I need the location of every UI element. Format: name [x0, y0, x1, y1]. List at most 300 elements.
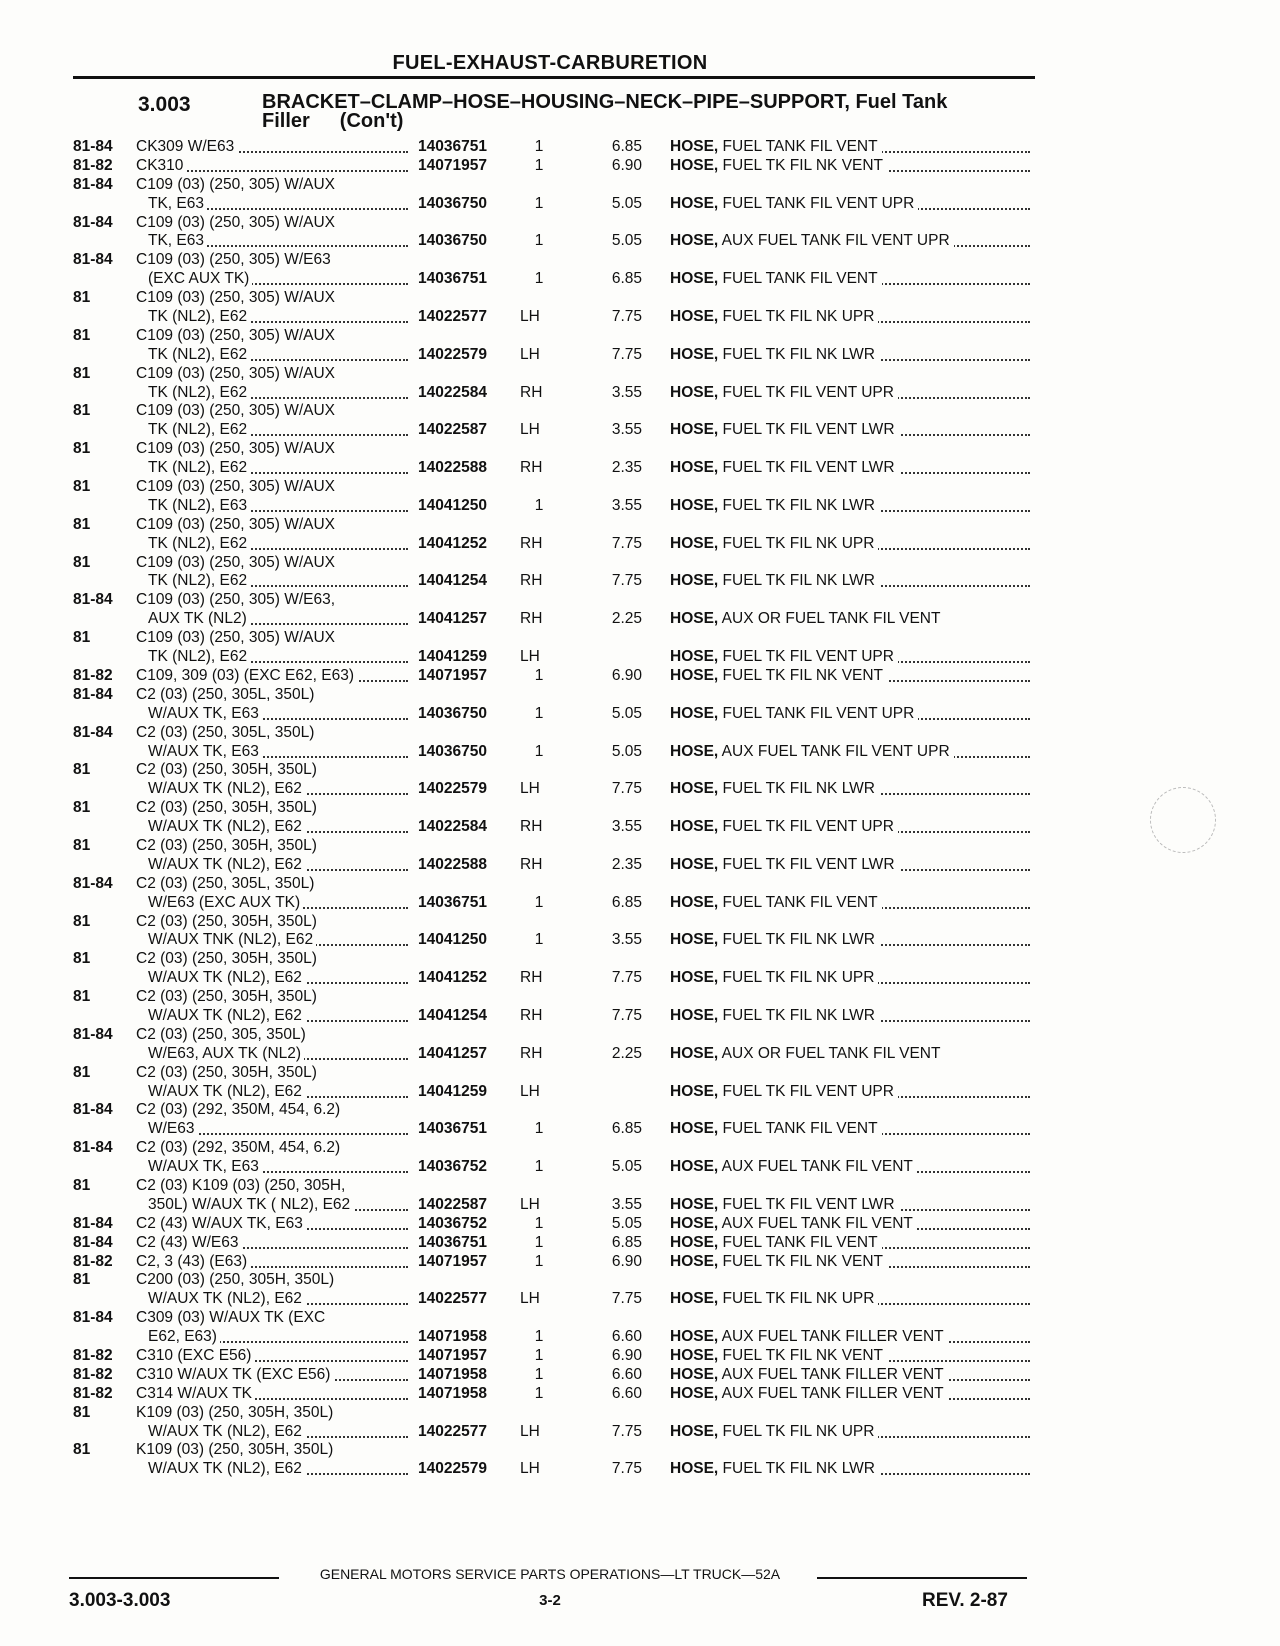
model-year: 81-84: [73, 251, 113, 269]
section-title: [262, 93, 1042, 131]
part-name-detail: FUEL TANK FIL VENT UPR: [718, 194, 915, 212]
table-row-line: [0, 308, 1280, 327]
application-text: W/AUX TK (NL2), E62: [148, 1083, 305, 1100]
model-year: 81: [73, 629, 91, 647]
table-row-line: [0, 214, 1280, 233]
table-row-line: [0, 384, 1280, 403]
application-description: [136, 327, 408, 346]
part-name-text: [670, 1366, 948, 1383]
part-name-detail: FUEL TK FIL NK VENT: [718, 156, 884, 174]
price: 7.75: [611, 1460, 642, 1478]
quantity: LH: [520, 421, 540, 439]
application-description: [136, 478, 408, 497]
application-text: C109 (03) (250, 305) W/AUX: [136, 176, 338, 193]
part-name-text: [670, 1045, 944, 1062]
quantity: LH: [520, 780, 540, 798]
quantity: 1: [534, 931, 544, 949]
application-description: [136, 950, 408, 969]
application-text: W/AUX TK (NL2), E62: [148, 1290, 305, 1307]
application-description: [148, 270, 408, 289]
part-name-label: HOSE,: [670, 855, 719, 873]
application-description: [136, 686, 408, 705]
part-name-detail: AUX FUEL TANK FILLER VENT: [718, 1384, 944, 1402]
part-name-text: [670, 157, 887, 174]
part-name-detail: FUEL TK FIL NK UPR: [718, 1290, 875, 1308]
quantity: RH: [520, 459, 543, 477]
part-number: 14041254: [418, 1006, 487, 1024]
application-description: [148, 1196, 408, 1215]
application-text: C2 (43) W/AUX TK, E63: [136, 1215, 306, 1232]
table-row: [0, 1253, 1280, 1272]
application-text: C2 (03) (292, 350M, 454, 6.2): [136, 1139, 343, 1156]
part-name-detail: AUX OR FUEL TANK FIL VENT: [718, 610, 941, 628]
application-description: [148, 1045, 408, 1064]
part-name-detail: AUX FUEL TANK FIL VENT: [718, 1158, 913, 1176]
quantity: 1: [534, 1347, 544, 1364]
table-row-line: [0, 931, 1280, 950]
application-description: [136, 1271, 408, 1290]
table-row: [0, 1139, 1280, 1177]
part-name-text: [670, 705, 918, 722]
part-name-label: HOSE,: [670, 742, 719, 760]
application-text: C2 (03) (250, 305L, 350L): [136, 686, 317, 703]
part-name-text: [670, 1083, 898, 1100]
table-row: [0, 1366, 1280, 1385]
part-name-cell: [670, 1290, 1030, 1309]
part-name-cell: [670, 1328, 1030, 1347]
part-number: 14071957: [418, 1347, 487, 1364]
model-year: 81: [73, 553, 91, 571]
application-description: [148, 497, 408, 516]
part-name-detail: FUEL TANK FIL VENT UPR: [718, 704, 915, 722]
application-description: [148, 818, 408, 837]
part-name-label: HOSE,: [670, 534, 719, 552]
part-name-text: [670, 232, 954, 249]
price: 7.75: [611, 969, 642, 987]
application-description: [148, 308, 408, 327]
table-row-line: [0, 686, 1280, 705]
model-year: 81-84: [73, 138, 113, 155]
application-text: C2 (03) (292, 350M, 454, 6.2): [136, 1101, 343, 1118]
model-year: 81: [73, 912, 91, 930]
part-number: 14022577: [418, 308, 487, 326]
application-text: W/AUX TK (NL2), E62: [148, 1460, 305, 1477]
table-row-line: [0, 1045, 1280, 1064]
table-row-line: [0, 176, 1280, 195]
quantity: 1: [534, 666, 544, 684]
table-row: [0, 214, 1280, 252]
application-text: C2 (03) (250, 305L, 350L): [136, 724, 317, 741]
application-description: [148, 1328, 408, 1347]
model-year: 81: [73, 761, 91, 779]
model-year: 81-82: [73, 1384, 113, 1402]
application-description: [148, 705, 408, 724]
table-row: [0, 1026, 1280, 1064]
quantity: LH: [520, 308, 540, 326]
part-name-label: HOSE,: [670, 421, 719, 439]
part-name-detail: FUEL TK FIL VENT UPR: [718, 383, 894, 401]
part-name-label: HOSE,: [670, 969, 719, 987]
application-description: [136, 1215, 408, 1234]
model-year: 81: [73, 515, 91, 533]
table-row-line: [0, 1026, 1280, 1045]
price: 7.75: [611, 780, 642, 798]
table-row: [0, 1064, 1280, 1102]
model-year: 81-84: [73, 1139, 113, 1157]
part-name-cell: [670, 705, 1030, 724]
part-number: 14022588: [418, 855, 487, 873]
quantity: LH: [520, 1195, 540, 1213]
application-text: TK (NL2), E63: [148, 497, 250, 514]
part-name-cell: [670, 894, 1030, 913]
application-text: W/AUX TK (NL2), E62: [148, 856, 305, 873]
table-row-line: [0, 1253, 1280, 1272]
price: 2.25: [611, 610, 642, 628]
application-description: [136, 1101, 408, 1120]
application-text: AUX TK (NL2): [148, 610, 250, 627]
application-text: C109 (03) (250, 305) W/AUX: [136, 365, 338, 382]
application-text: C2 (03) (250, 305, 350L): [136, 1026, 309, 1043]
parts-table: [0, 138, 1280, 1479]
table-row-line: [0, 1404, 1280, 1423]
price: 7.75: [611, 572, 642, 590]
price: 7.75: [611, 1006, 642, 1024]
footer-section-range: 3.003-3.003: [69, 1590, 171, 1611]
model-year: 81-84: [73, 1233, 113, 1251]
application-description: [136, 629, 408, 648]
part-number: 14036752: [418, 1214, 487, 1232]
part-name-text: [670, 1158, 917, 1175]
part-name-label: HOSE,: [670, 194, 719, 212]
part-name-cell: [670, 1347, 1030, 1366]
model-year: 81-84: [73, 591, 113, 609]
part-name-detail: FUEL TK FIL NK LWR: [718, 572, 875, 590]
table-row-line: [0, 1083, 1280, 1102]
table-row: [0, 138, 1280, 157]
model-year: 81-84: [73, 723, 113, 741]
part-number: 14071958: [418, 1384, 487, 1402]
application-text: C2 (03) (250, 305L, 350L): [136, 875, 317, 892]
part-name-detail: AUX FUEL TANK FIL VENT UPR: [718, 232, 950, 250]
table-row-line: [0, 969, 1280, 988]
table-row-line: [0, 1064, 1280, 1083]
price: 6.60: [611, 1384, 642, 1402]
table-row: [0, 402, 1280, 440]
table-row-line: [0, 1347, 1280, 1366]
part-name-cell: [670, 1366, 1030, 1385]
model-year: 81-84: [73, 874, 113, 892]
part-name-detail: FUEL TK FIL NK VENT: [718, 1347, 884, 1364]
part-name-label: HOSE,: [670, 1460, 719, 1478]
application-description: [136, 1234, 408, 1253]
application-description: [148, 232, 408, 251]
application-description: [136, 440, 408, 459]
part-name-text: [670, 1423, 878, 1440]
part-name-cell: [670, 421, 1030, 440]
part-name-text: [670, 856, 899, 873]
application-description: [136, 1253, 408, 1272]
application-text: K109 (03) (250, 305H, 350L): [136, 1404, 336, 1421]
table-row: [0, 289, 1280, 327]
quantity: 1: [534, 1328, 544, 1346]
part-name-detail: FUEL TK FIL NK UPR: [718, 308, 875, 326]
table-row: [0, 799, 1280, 837]
part-name-text: [670, 1328, 948, 1345]
part-name-label: HOSE,: [670, 496, 719, 514]
price: 7.75: [611, 345, 642, 363]
model-year: 81: [73, 402, 91, 420]
part-name-label: HOSE,: [670, 1233, 719, 1251]
application-description: [136, 1441, 408, 1460]
quantity: 1: [534, 1158, 544, 1176]
application-text: C2 (03) (250, 305H, 350L): [136, 1064, 320, 1081]
application-text: C200 (03) (250, 305H, 350L): [136, 1271, 337, 1288]
application-description: [148, 346, 408, 365]
table-row-line: [0, 421, 1280, 440]
application-description: [136, 1347, 408, 1366]
part-name-detail: FUEL TK FIL VENT UPR: [718, 818, 894, 836]
table-row-line: [0, 289, 1280, 308]
price: 2.35: [611, 855, 642, 873]
part-name-cell: [670, 1385, 1030, 1404]
application-text: W/AUX TK, E63: [148, 705, 262, 722]
table-row: [0, 1347, 1280, 1366]
part-name-label: HOSE,: [670, 459, 719, 477]
part-number: 14041259: [418, 648, 487, 666]
application-description: [136, 875, 408, 894]
part-number: 14022577: [418, 1422, 487, 1440]
model-year: 81-84: [73, 685, 113, 703]
part-number: 14041259: [418, 1082, 487, 1100]
part-name-label: HOSE,: [670, 232, 719, 250]
table-row-line: [0, 1460, 1280, 1479]
table-row: [0, 365, 1280, 403]
model-year: 81: [73, 1176, 91, 1194]
application-description: [148, 969, 408, 988]
application-text: C109 (03) (250, 305) W/E63: [136, 251, 334, 268]
model-year: 81-84: [73, 1214, 113, 1232]
table-row-line: [0, 572, 1280, 591]
part-name-cell: [670, 1460, 1030, 1479]
application-description: [148, 535, 408, 554]
application-description: [136, 1366, 408, 1385]
part-name-label: HOSE,: [670, 1347, 719, 1364]
application-text: C2 (03) (250, 305H, 350L): [136, 837, 320, 854]
part-name-detail: FUEL TK FIL NK LWR: [718, 496, 875, 514]
application-description: [148, 1120, 408, 1139]
application-text: C109 (03) (250, 305) W/AUX: [136, 516, 338, 533]
table-row: [0, 1101, 1280, 1139]
application-text: C2 (03) (250, 305H, 350L): [136, 988, 320, 1005]
part-name-label: HOSE,: [670, 818, 719, 836]
part-name-detail: FUEL TANK FIL VENT: [718, 1233, 878, 1251]
application-text: TK (NL2), E62: [148, 384, 250, 401]
table-row-line: [0, 1196, 1280, 1215]
table-row-line: [0, 591, 1280, 610]
model-year: 81: [73, 836, 91, 854]
application-text: TK (NL2), E62: [148, 648, 250, 665]
application-description: [136, 1385, 408, 1404]
part-name-text: [670, 743, 954, 760]
application-text: TK (NL2), E62: [148, 535, 250, 552]
part-number: 14022587: [418, 421, 487, 439]
price: 2.35: [611, 459, 642, 477]
part-name-text: [670, 969, 878, 986]
price: 5.05: [611, 194, 642, 212]
part-name-label: HOSE,: [670, 1006, 719, 1024]
part-number: 14036751: [418, 1233, 487, 1251]
part-name-cell: [670, 780, 1030, 799]
model-year: 81-82: [73, 1365, 113, 1383]
application-description: [148, 931, 408, 950]
price: 6.60: [611, 1328, 642, 1346]
application-description: [148, 648, 408, 667]
application-text: C2 (43) W/E63: [136, 1234, 242, 1251]
part-name-label: HOSE,: [670, 893, 719, 911]
part-name-text: [670, 572, 879, 589]
price: 5.05: [611, 1158, 642, 1176]
application-text: W/AUX TK (NL2), E62: [148, 818, 305, 835]
table-row-line: [0, 780, 1280, 799]
part-name-cell: [670, 384, 1030, 403]
price: 3.55: [611, 931, 642, 949]
price: 3.55: [611, 383, 642, 401]
table-row-line: [0, 270, 1280, 289]
part-name-detail: AUX FUEL TANK FILLER VENT: [718, 1328, 944, 1346]
part-name-label: HOSE,: [670, 308, 719, 326]
application-text: C109, 309 (03) (EXC E62, E63): [136, 667, 357, 684]
application-description: [136, 667, 408, 686]
quantity: 1: [534, 742, 544, 760]
application-description: [148, 384, 408, 403]
part-name-detail: FUEL TANK FIL VENT: [718, 893, 878, 911]
model-year: 81: [73, 364, 91, 382]
table-row-line: [0, 1101, 1280, 1120]
table-row-line: [0, 1271, 1280, 1290]
part-name-text: [670, 308, 878, 325]
table-row: [0, 913, 1280, 951]
application-description: [148, 459, 408, 478]
application-description: [136, 761, 408, 780]
application-text: TK (NL2), E62: [148, 459, 250, 476]
part-name-label: HOSE,: [670, 1252, 719, 1270]
price: 5.05: [611, 742, 642, 760]
model-year: 81-84: [73, 213, 113, 231]
table-row-line: [0, 894, 1280, 913]
price: 7.75: [611, 308, 642, 326]
application-description: [136, 1309, 408, 1328]
part-name-detail: FUEL TK FIL NK LWR: [718, 345, 875, 363]
quantity: 1: [534, 270, 544, 288]
table-row-line: [0, 232, 1280, 251]
application-text: W/AUX TK (NL2), E62: [148, 1423, 305, 1440]
application-description: [136, 402, 408, 421]
part-name-text: [670, 610, 944, 627]
part-name-text: [670, 1196, 899, 1213]
part-name-cell: [670, 743, 1030, 762]
part-name-label: HOSE,: [670, 1422, 719, 1440]
application-description: [136, 1404, 408, 1423]
application-description: [136, 724, 408, 743]
application-text: C109 (03) (250, 305) W/AUX: [136, 629, 338, 646]
section-title-continued: (Con't): [339, 110, 404, 132]
application-description: [148, 1423, 408, 1442]
quantity: RH: [520, 1006, 543, 1024]
quantity: LH: [520, 1460, 540, 1478]
part-name-text: [670, 459, 899, 476]
application-description: [136, 516, 408, 535]
table-row-line: [0, 1328, 1280, 1347]
part-name-detail: FUEL TANK FIL VENT: [718, 1120, 878, 1138]
application-text: TK, E63: [148, 232, 207, 249]
table-row-line: [0, 346, 1280, 365]
application-text: C2 (03) (250, 305H, 350L): [136, 913, 320, 930]
application-description: [136, 289, 408, 308]
model-year: 81: [73, 1403, 91, 1421]
price: 6.85: [611, 1233, 642, 1251]
table-row-line: [0, 1441, 1280, 1460]
application-description: [148, 572, 408, 591]
part-name-text: [670, 931, 879, 948]
part-number: 14041250: [418, 931, 487, 949]
part-name-text: [670, 1460, 879, 1477]
table-row-line: [0, 138, 1280, 157]
part-name-label: HOSE,: [670, 1195, 719, 1213]
model-year: 81: [73, 440, 91, 458]
part-name-detail: FUEL TK FIL VENT LWR: [718, 1195, 895, 1213]
table-row-line: [0, 497, 1280, 516]
part-name-detail: FUEL TANK FIL VENT: [718, 270, 878, 288]
model-year: 81: [73, 326, 91, 344]
table-row-line: [0, 1139, 1280, 1158]
price: 2.25: [611, 1044, 642, 1062]
table-row: [0, 1271, 1280, 1309]
application-text: C109 (03) (250, 305) W/AUX: [136, 402, 338, 419]
punch-hole-mark: [1150, 787, 1216, 853]
table-row-line: [0, 1234, 1280, 1253]
part-name-label: HOSE,: [670, 1384, 719, 1402]
part-name-text: [670, 195, 918, 212]
part-name-label: HOSE,: [670, 1044, 719, 1062]
part-number: 14022587: [418, 1195, 487, 1213]
application-text: C109 (03) (250, 305) W/AUX: [136, 289, 338, 306]
price: 5.05: [611, 704, 642, 722]
part-number: 14036752: [418, 1158, 487, 1176]
application-text: TK, E63: [148, 195, 207, 212]
part-number: 14071958: [418, 1365, 487, 1383]
part-number: 14036751: [418, 1120, 487, 1138]
application-text: CK309 W/E63: [136, 138, 237, 155]
table-row: [0, 988, 1280, 1026]
application-description: [136, 157, 408, 176]
application-description: [148, 1007, 408, 1026]
application-description: [148, 610, 408, 629]
model-year: 81: [73, 799, 91, 817]
application-text: C109 (03) (250, 305) W/AUX: [136, 554, 338, 571]
price: 6.90: [611, 156, 642, 174]
part-name-cell: [670, 1215, 1030, 1234]
price: 6.85: [611, 138, 642, 155]
section-number: 3.003: [138, 93, 191, 116]
part-name-detail: FUEL TK FIL NK UPR: [718, 1422, 875, 1440]
part-name-cell: [670, 969, 1030, 988]
part-number: 14041257: [418, 610, 487, 628]
table-row-line: [0, 761, 1280, 780]
part-name-text: [670, 497, 879, 514]
table-row: [0, 629, 1280, 667]
price: 7.75: [611, 1290, 642, 1308]
application-text: W/AUX TK, E63: [148, 1158, 262, 1175]
